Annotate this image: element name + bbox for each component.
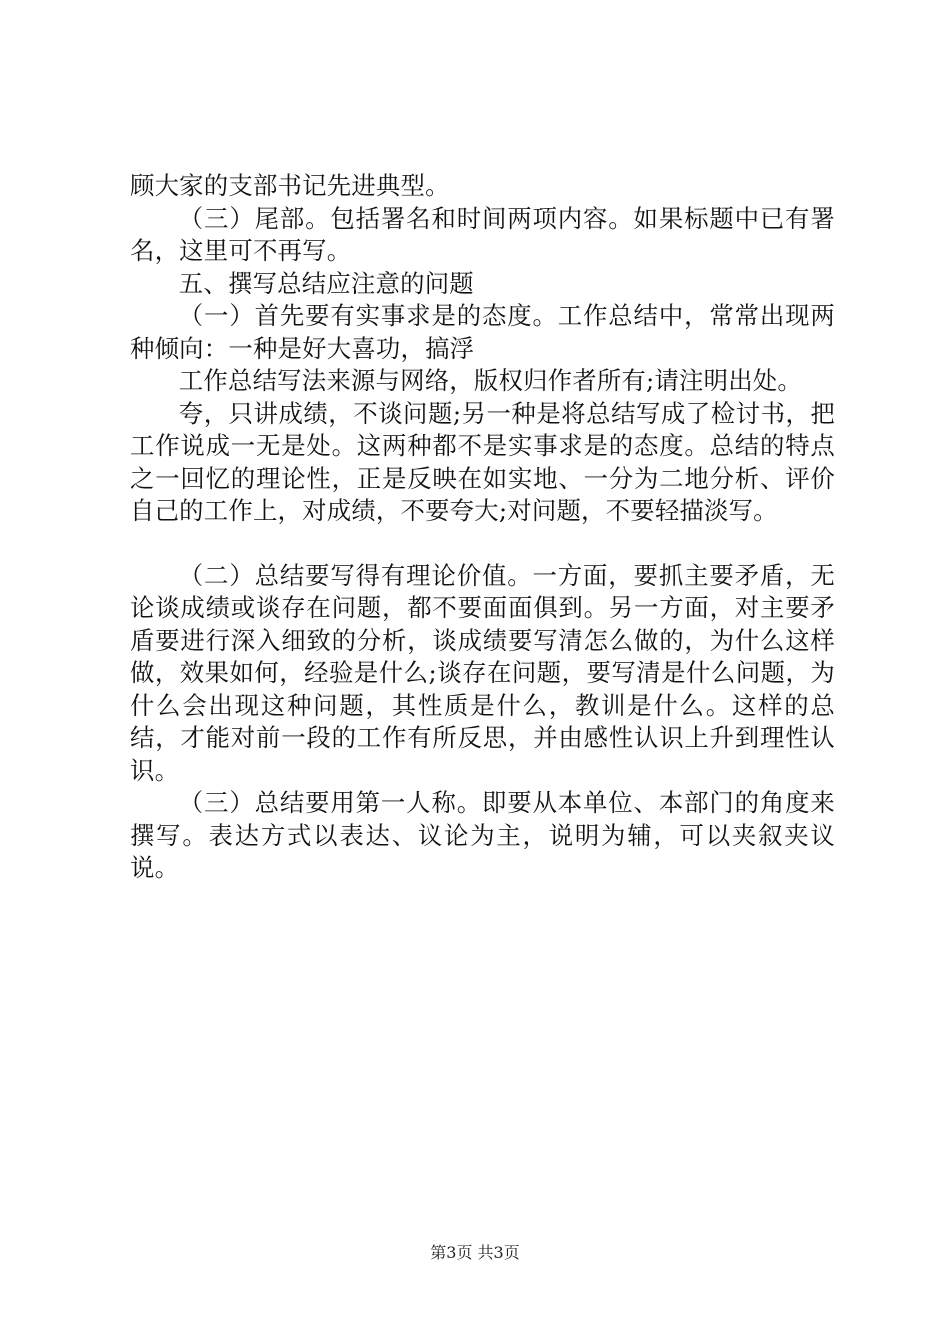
paragraph-6: 夸，只讲成绩，不谈问题;另一种是将总结写成了检讨书，把工作说成一无是处。这两种都不是实事求是的态度。总结的特点之一回忆的理论性，正是反映在如实地、一分为二地分析、评价自己的工作上，对成绩，不要夸大;对问题，不要轻描淡写。 xyxy=(130,398,835,525)
paragraph-1: 顾大家的支部书记先进典型。 xyxy=(130,171,450,200)
section-heading: 五、撰写总结应注意的问题 xyxy=(178,268,474,298)
paragraph-7: （二）总结要写得有理论价值。一方面，要抓主要矛盾，无论谈成绩或谈存在问题，都不要面面俱到。另一方面，对主要矛盾要进行深入细致的分析，谈成绩要写清怎么做的，为什么这样做，效果如何，经验是什么;谈存在问题，要写清是什么问题，为什么会出现这种问题，其性质是什么，教训是什么。这样的总结，才能对前一段的工作有所反思，并由感性认识上升到理性认识。 xyxy=(130,560,835,785)
paragraph-4: （一）首先要有实事求是的态度。工作总结中，常常出现两种倾向：一种是好大喜功，搞浮 xyxy=(130,301,835,363)
page-footer: 第3页 共3页 xyxy=(430,1243,520,1262)
source-notice: 工作总结写法来源与网络，版权归作者所有;请注明出处。 xyxy=(178,366,802,395)
paragraph-gap xyxy=(130,528,835,560)
document-body xyxy=(130,170,835,885)
paragraph-8: （三）总结要用第一人称。即要从本单位、本部门的角度来撰写。表达方式以表达、议论为主，说明为辅，可以夹叙夹议说。 xyxy=(130,788,835,882)
paragraph-2: （三）尾部。包括署名和时间两项内容。如果标题中已有署名，这里可不再写。 xyxy=(130,203,835,265)
